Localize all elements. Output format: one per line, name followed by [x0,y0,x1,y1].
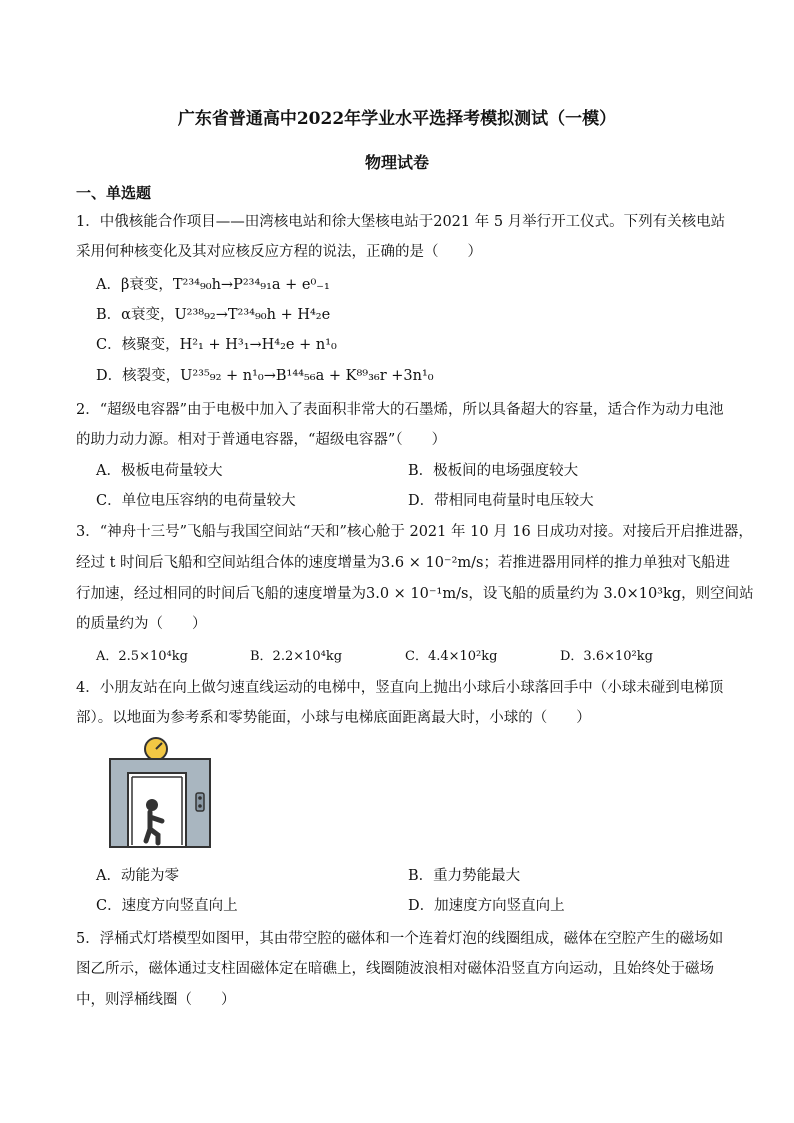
q2-option-a[interactable]: A．极板电荷量较大 [96,463,223,479]
q2-option-d[interactable]: D．带相同电荷量时电压较大 [408,493,594,509]
page-subtitle: 物理试卷 [364,153,429,172]
q3-stem-line3: 行加速，经过相同的时间后飞船的速度增量为3.0 × 10⁻¹m/s，设飞船的质量约为 3.0×10³kg，则空间站 [76,586,754,602]
q5-stem-line2: 图乙所示，磁体通过支柱固磁体定在暗礁上，线圈随波浪相对磁体沿竖直方向运动，且始终处于磁场 [76,961,714,977]
q1-option-b[interactable]: B．α衰变，U²³⁸₉₂→T²³⁴₉₀h + H⁴₂e [96,307,331,323]
q1-option-a[interactable]: A．β衰变，T²³⁴₉₀h→P²³⁴₉₁a + e⁰₋₁ [96,277,330,293]
q3-option-b[interactable]: B．2.2×10⁴kg [250,649,343,664]
elevator-figure [108,737,218,849]
q2-option-c[interactable]: C．单位电压容纳的电荷量较大 [96,493,296,509]
q3-option-c[interactable]: C．4.4×10²kg [405,649,498,664]
q5-stem-line1: 5．浮桶式灯塔模型如图甲，其由带空腔的磁体和一个连着灯泡的线圈组成，磁体在空腔产生的磁场如 [76,931,724,947]
elevator-call-panel [196,793,204,811]
q1-option-d[interactable]: D．核裂变，U²³⁵₉₂ + n¹₀→B¹⁴⁴₅₆a + K⁸⁹₃₆r +3n¹₀ [96,368,434,384]
q3-option-a[interactable]: A．2.5×10⁴kg [96,649,188,664]
page-title: 广东省普通高中2022年学业水平选择考模拟测试（一模） [177,109,617,129]
q4-option-b[interactable]: B．重力势能最大 [408,868,521,884]
q3-option-d[interactable]: D．3.6×10²kg [560,649,653,664]
q3-stem-line4: 的质量约为（ ） [76,616,207,632]
q4-option-a[interactable]: A．动能为零 [96,868,179,884]
q1-option-c[interactable]: C．核聚变，H²₁ + H³₁→H⁴₂e + n¹₀ [96,337,337,353]
q2-option-b[interactable]: B．极板间的电场强度较大 [408,463,579,479]
q4-stem-line1: 4．小朋友站在向上做匀速直线运动的电梯中，竖直向上抛出小球后小球落回手中（小球未碰到电梯顶 [76,680,724,696]
q4-stem-line2: 部）。以地面为参考系和零势能面，小球与电梯底面距离最大时，小球的（ ） [76,710,591,726]
section-heading: 一、单选题 [76,184,152,202]
q3-stem-line1: 3．“神舟十三号”飞船与我国空间站“天和”核心舱于 2021 年 10 月 16 日成功对接。对接后开启推进器， [76,524,753,540]
q4-option-d[interactable]: D．加速度方向竖直向上 [408,898,565,914]
q2-stem-line2: 的助力动力源。相对于普通电容器，“超级电容器”（ ） [76,432,447,448]
q4-option-c[interactable]: C．速度方向竖直向上 [96,898,238,914]
q3-stem-line2: 经过 t 时间后飞船和空间站组合体的速度增量为3.6 × 10⁻²m/s；若推进器用同样的推力单独对飞船进 [76,555,730,571]
q1-stem-line1: 1．中俄核能合作项目——田湾核电站和徐大堡核电站于2021 年 5 月举行开工仪式。下列有关核电站 [76,214,726,230]
child-figure-head [146,799,158,811]
q5-stem-line3: 中，则浮桶线圈（ ） [76,992,236,1008]
q1-stem-line2: 采用何种核变化及其对应核反应方程的说法，正确的是（ ） [76,244,482,260]
q2-stem-line1: 2．“超级电容器”由于电极中加入了表面积非常大的石墨烯，所以具备超大的容量，适合作为动力电池 [76,402,724,418]
